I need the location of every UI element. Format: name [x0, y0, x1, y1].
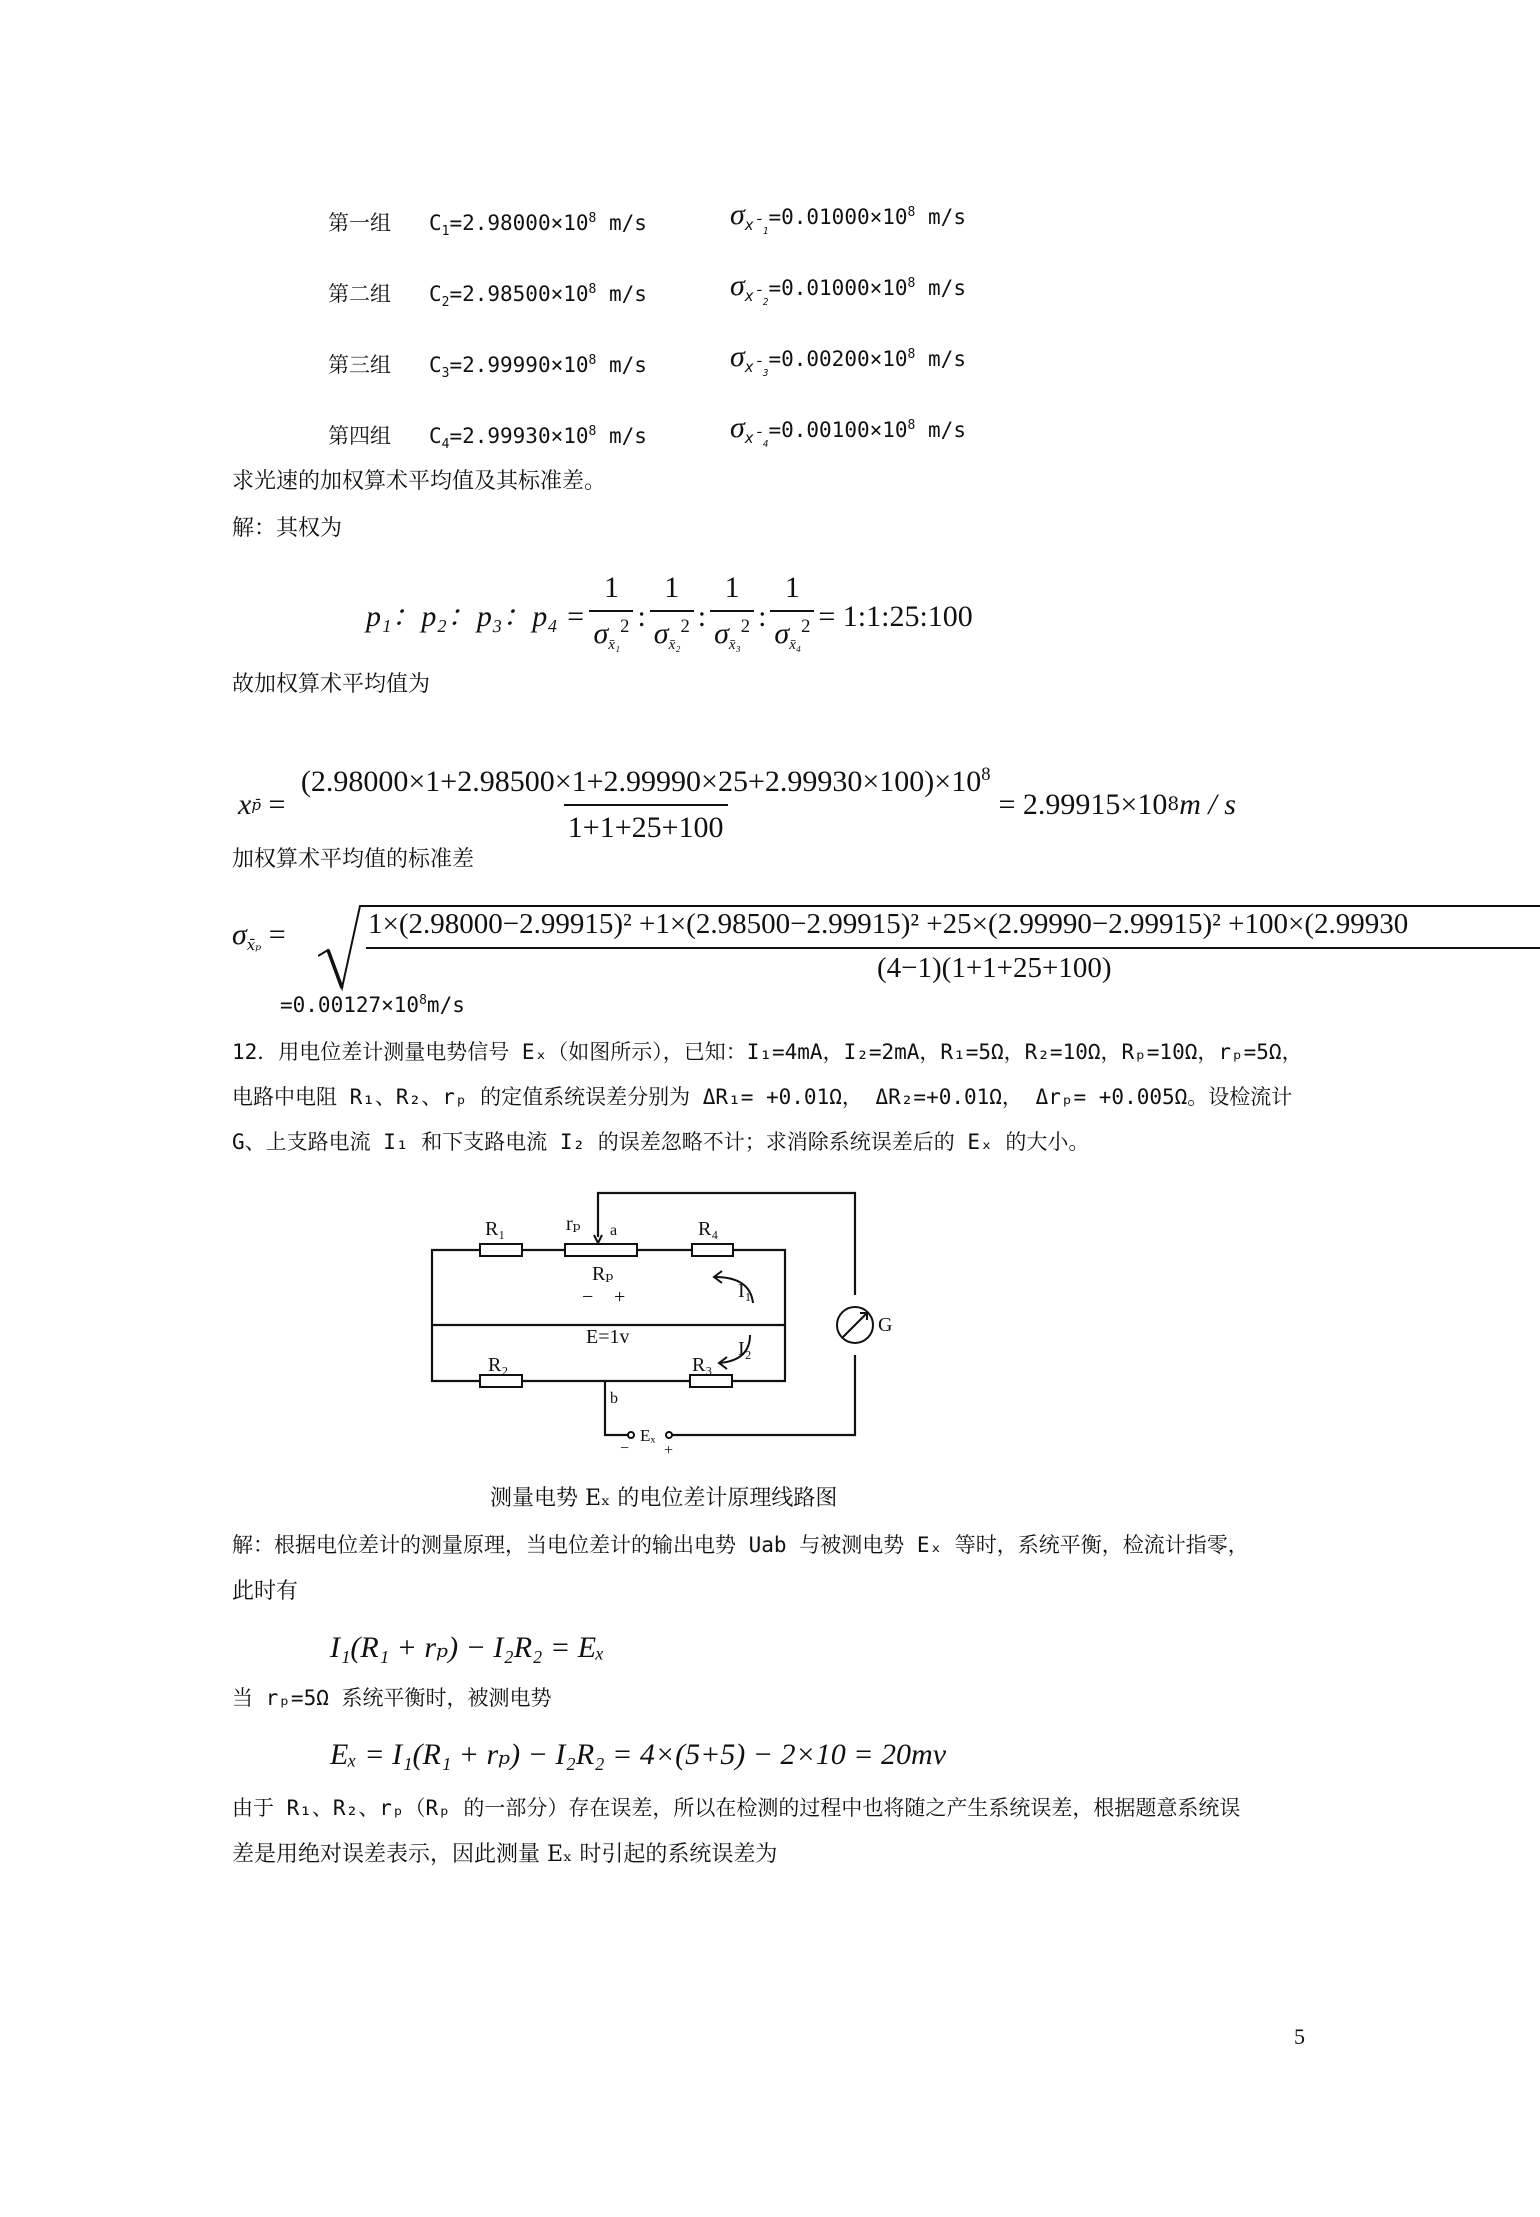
solution-intro: 解：其权为	[232, 516, 343, 541]
svg-text:rₚ: rₚ	[566, 1213, 581, 1235]
balance-condition-text: 当 rₚ=5Ω 系统平衡时，被测电势	[232, 1686, 552, 1710]
page-number: 5	[1294, 2024, 1305, 2049]
std-numerator: 1×(2.98000−2.99915)² +1×(2.98500−2.99915)² +25×(2.99990−2.99915)² +100×(2.99930	[368, 908, 1409, 940]
svg-text:Rₚ: Rₚ	[592, 1263, 614, 1285]
std-result: $=0.00127\times 10^8m/s$	[280, 993, 465, 1017]
svg-text:R₁: R₁	[485, 1218, 506, 1240]
svg-text:b: b	[610, 1390, 618, 1407]
svg-text:a: a	[610, 1222, 618, 1239]
group-row-2: 第二组 $C_2=2.98500\times 10^8$ m/s	[328, 282, 647, 311]
figure-caption: 测量电势 Eₓ 的电位差计原理线路图	[490, 1486, 838, 1511]
sigma-row-2: $\sigma_{x̄_2}=0.01000\times 10^8$ m/s	[730, 269, 966, 308]
svg-text:+: +	[614, 1286, 626, 1308]
sigma-row-3: $\sigma_{x̄_3}=0.00200\times 10^8$ m/s	[730, 340, 966, 379]
problem-12-line-2: 电路中电阻 R₁、R₂、rₚ 的定值系统误差分别为 ΔR₁= +0.01Ω， ΔR₂=+0.01Ω， Δrₚ= +0.005Ω。设检流计	[232, 1085, 1293, 1109]
group-row-4: 第四组 $C_4=2.99930\times 10^8$ m/s	[328, 424, 647, 453]
weighted-mean-label: 故加权算术平均值为	[232, 672, 431, 697]
problem-12-line-1: 12．用电位差计测量电势信号 Eₓ（如图所示），已知：I₁=4mA，I₂=2mA，R₁=5Ω，R₂=10Ω，Rₚ=10Ω，rₚ=5Ω，	[232, 1040, 1303, 1064]
weights-equation: p₁：p₂：p₃：p₄ = $\frac{1}{\sigma_{x̄_1}^2}$ : $\frac{1}{\sigma_{x̄_2}^2}$ : $\frac{1}{\sigma_{x̄_3}^2}$ : $\frac{1}{\sigma_{x̄_4}^2}$ = 1:1:25:100	[366, 568, 973, 665]
weighted-mean-equation: x p̄ = $\frac{(2.98000\times 1+2.98500\times 1+2.99990\times 25+2.99930\times 100)\times 10^8}{1+1+25+100}$ = 2.99915×10 8 m / s	[238, 762, 1236, 848]
final-text-line-1: 由于 R₁、R₂、rₚ（Rₚ 的一部分）存在误差，所以在检测的过程中也将随之产生系统误差，根据题意系统误	[232, 1796, 1241, 1820]
svg-text:R₃: R₃	[692, 1354, 713, 1376]
svg-text:R₄: R₄	[698, 1218, 719, 1240]
solution-12-line-1: 解：根据电位差计的测量原理，当电位差计的输出电势 Uab 与被测电势 Eₓ 等时，系统平衡，检流计指零，	[232, 1533, 1249, 1557]
svg-text:I₂: I₂	[738, 1338, 752, 1360]
sigma-row-1: $\sigma_{x̄_1}=0.01000\times 10^8$ m/s	[730, 198, 966, 237]
document-page: 第一组 $C_1=2.98000\times 10^8$ m/s $\sigma_{x̄_1}=0.01000\times 10^8$ m/s 第二组 $C_2=2.98500\times 10^8$ m/s $\sigma_{x̄_2}=0.01000\times 10^8$ m/s 第三组 $C_3=2.99990\times 10^8$ m/s $\sigma_{x̄_3}=0.00200\times 10^8$ m/s 第四组 $C_4=2.99930\times 10^8$ m/s $\sigma_{x̄_4}=0.00100\times 10^8$ m/s 求光速的加权算术平均值及其标准差。 解：其权为 p₁：p₂：p₃：p₄ = $\frac{1}{\sigma_{x̄_1}^2}$ : $\frac{1}{\sigma_{x̄_2}^2}$ : $\frac{1}{\sigma_{x̄_3}^2}$ : $\frac{1}{\sigma_{x̄_4}^2}$ = 1:1:25:100 故加权算术平均值为 x p̄ = $\frac{(2.98000\times 1+2.98500\times 1+2.99990\times 25+2.99930\times 100)\times 10^8}{1+1+25+100}$ = 2.99915×10 8 m / s 加权算术平均值的标准差 $\sigma_{x̄_p}$ = 1×(2.98000−2.99915)² +1×(2.98500−2.99915)² +25×(2.99990−2.99915)² +100×(2.99930 (4−1)(1+1+25+100) $=0.00127\times 10^8m/s$ 12．用电位差计测量电势信号 Eₓ（如图所示），已知：I₁=4mA，I₂=2mA，R₁=5Ω，R₂=10Ω，Rₚ=10Ω，rₚ=5Ω， 电路中电阻 R₁、R₂、rₚ 的定值系统误差分别为 ΔR₁= +0.01Ω， ΔR₂=+0.01Ω， Δrₚ= +0.005Ω。设检流计 G、上支路电流 I₁ 和下支路电流 I₂ 的误差忽略不计；求消除系统误差后的 Eₓ 的大小。 R₁ rₚ a R₄ Rₚ − + E=1v I₁ I₂ R₂ R₃ b G Eₓ − + 测量电势 Eₓ 的电位差计原理线路图 解：根据电位差计的测量原理，当电位差计的输出电势 Uab 与被测电势 Eₓ 等时，系统平衡，检流计指零， 此时有 I₁(R₁ + rₚ) − I₂R₂ = Eₓ 当 rₚ=5Ω 系统平衡时，被测电势 Eₓ = I₁(R₁ + rₚ) − I₂R₂ = 4×(5+5) − 2×10 = 20mv 由于 R₁、R₂、rₚ（Rₚ 的一部分）存在误差，所以在检测的过程中也将随之产生系统误差，根据题意系统误 差是用绝对误差表示，因此测量 Eₓ 时引起的系统误差为 5	[0, 0, 1540, 2217]
ex-calculation-equation: Eₓ = I₁(R₁ + rₚ) − I₂R₂ = 4×(5+5) − 2×10 = 20mv	[330, 1738, 947, 1771]
svg-text:Eₓ: Eₓ	[640, 1426, 656, 1445]
question-text: 求光速的加权算术平均值及其标准差。	[232, 469, 607, 494]
balance-equation: I₁(R₁ + rₚ) − I₂R₂ = Eₓ	[330, 1631, 605, 1664]
circuit-diagram	[420, 1185, 900, 1455]
svg-text:E=1v: E=1v	[586, 1326, 630, 1348]
solution-12-line-2: 此时有	[232, 1579, 299, 1604]
svg-text:G: G	[878, 1314, 893, 1336]
svg-text:I₁: I₁	[738, 1280, 752, 1302]
std-label: 加权算术平均值的标准差	[232, 847, 475, 872]
svg-text:−: −	[582, 1286, 594, 1308]
svg-text:R₂: R₂	[488, 1354, 509, 1376]
group-row-3: 第三组 $C_3=2.99990\times 10^8$ m/s	[328, 353, 647, 382]
problem-12-line-3: G、上支路电流 I₁ 和下支路电流 I₂ 的误差忽略不计；求消除系统误差后的 Eₓ 的大小。	[232, 1130, 1090, 1154]
sigma-row-4: $\sigma_{x̄_4}=0.00100\times 10^8$ m/s	[730, 411, 966, 450]
svg-text:+: +	[664, 1442, 674, 1455]
std-denominator: (4−1)(1+1+25+100)	[877, 952, 1112, 984]
group-row-1: 第一组 $C_1=2.98000\times 10^8$ m/s	[328, 211, 647, 240]
final-text-line-2: 差是用绝对误差表示，因此测量 Eₓ 时引起的系统误差为	[232, 1842, 778, 1867]
svg-text:−: −	[620, 1440, 630, 1455]
